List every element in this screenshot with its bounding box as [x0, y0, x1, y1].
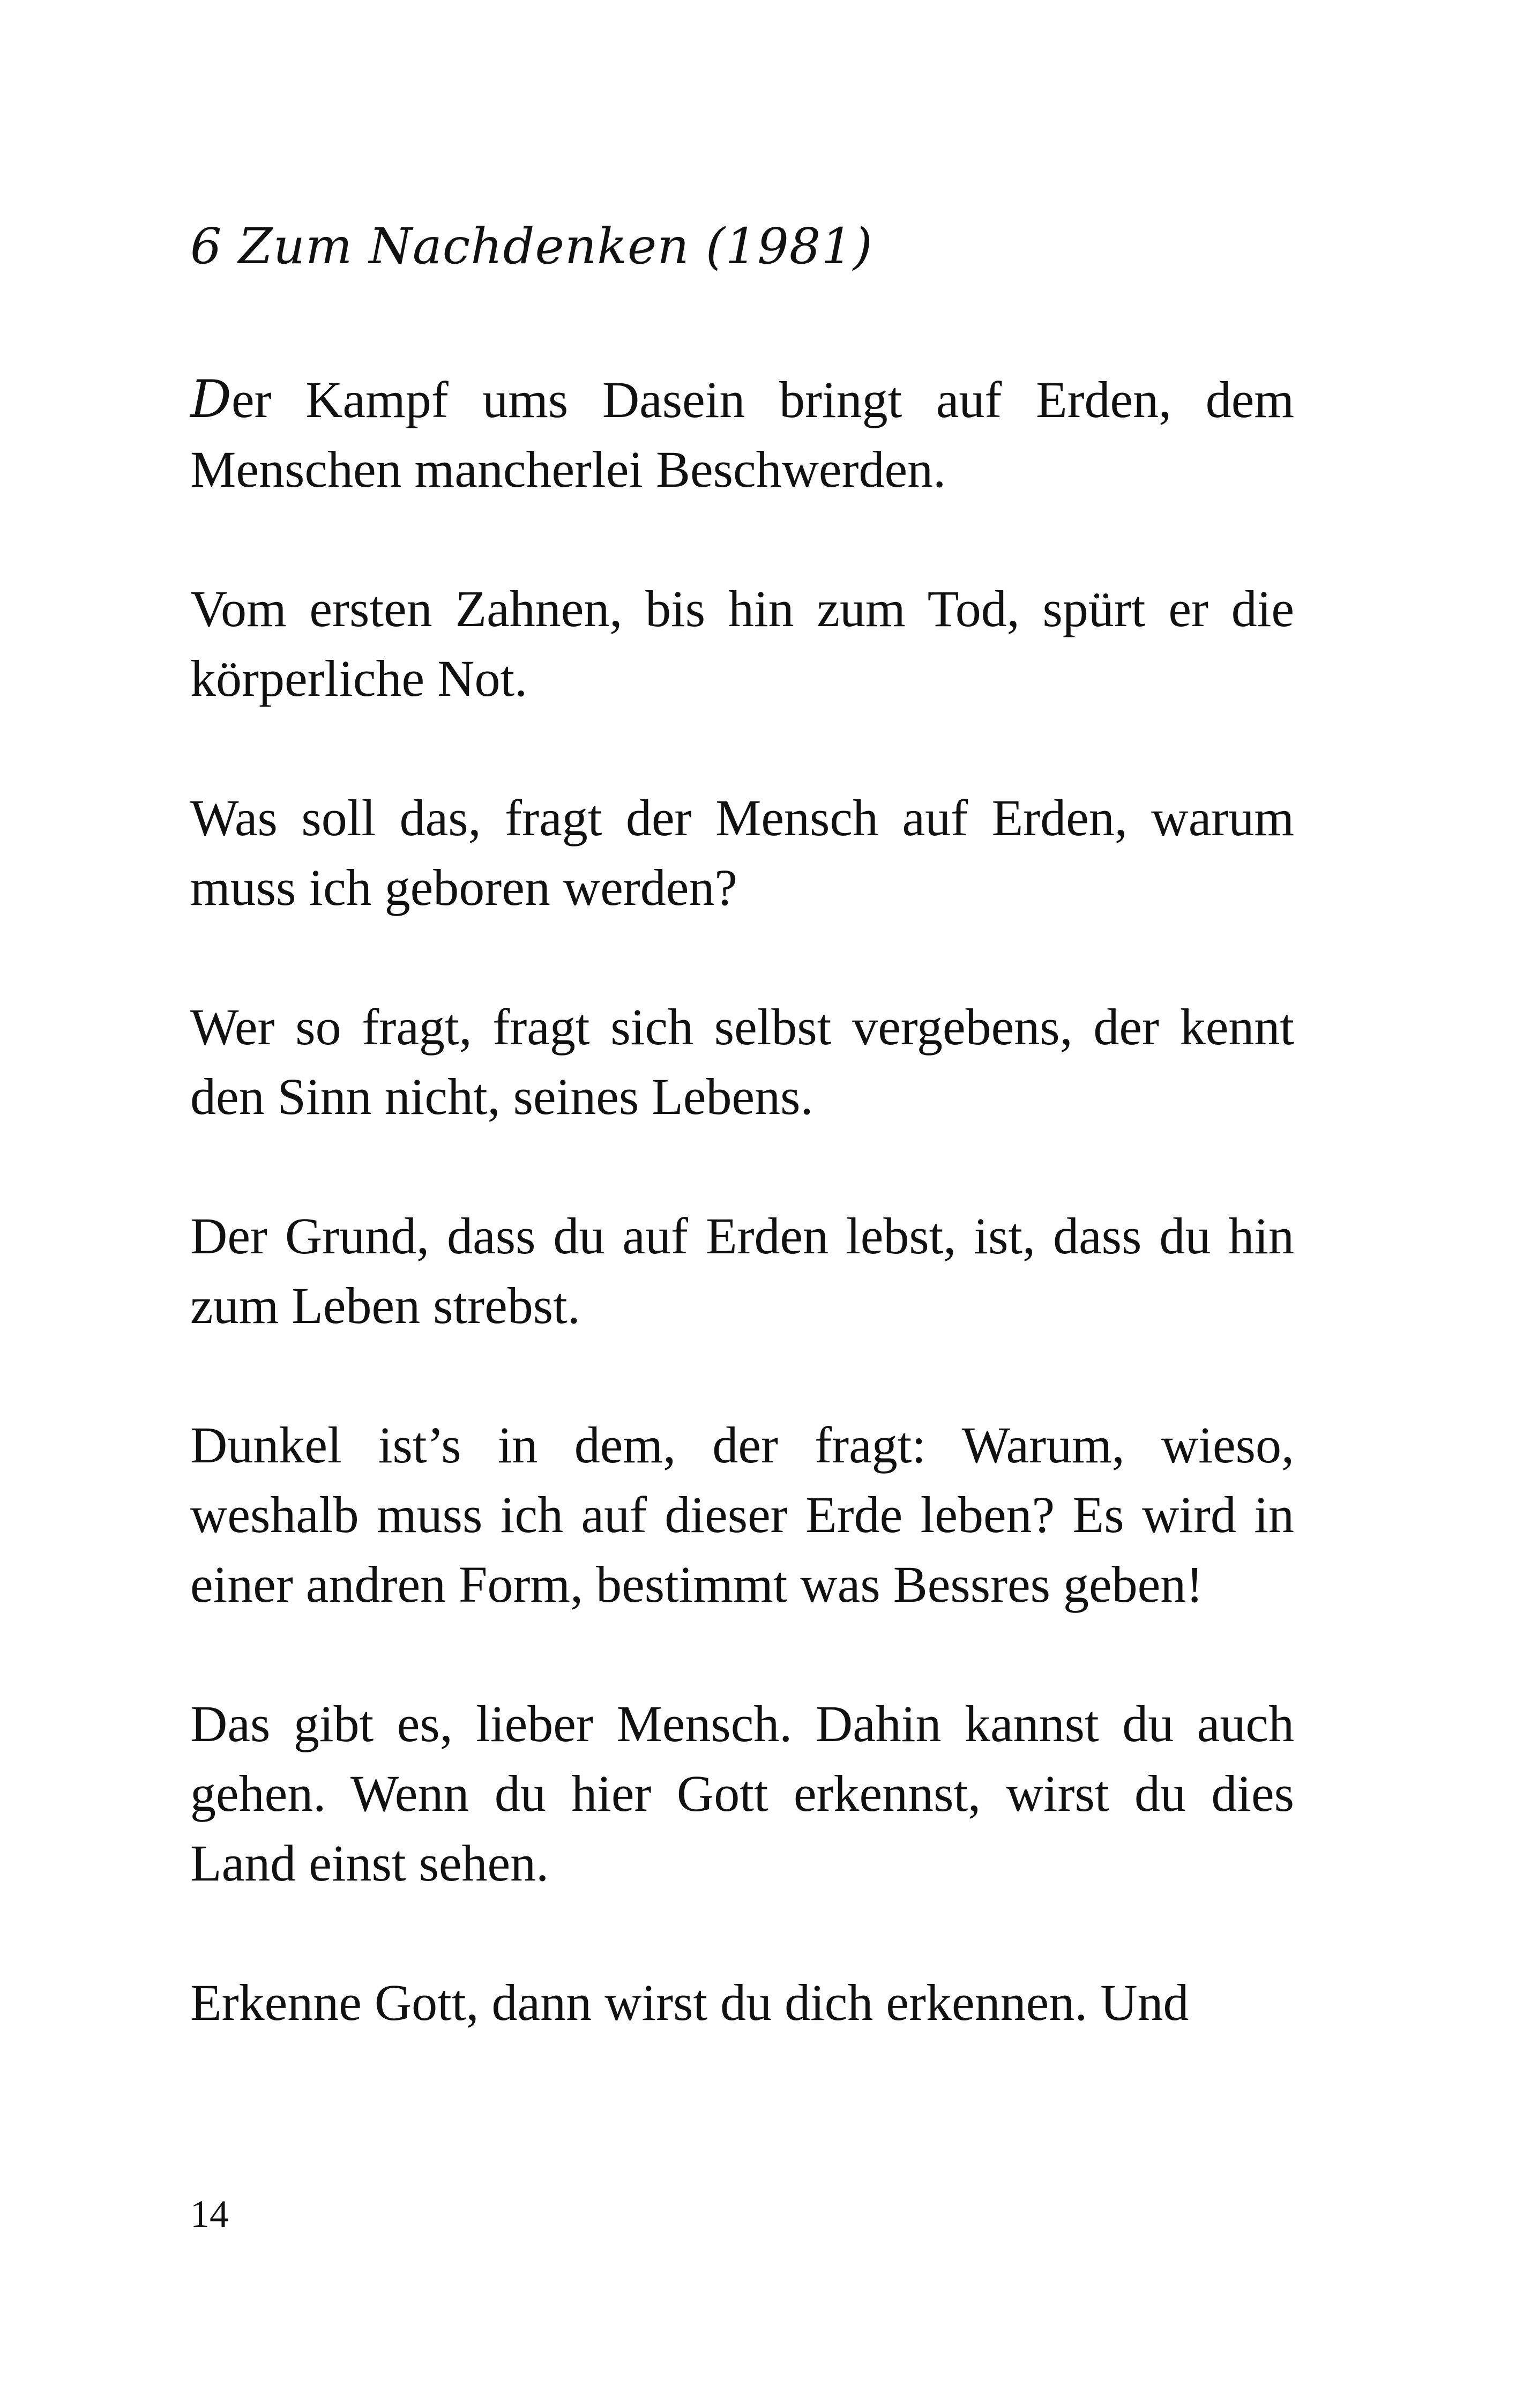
page-number: 14 — [190, 2193, 229, 2235]
initial-letter: D — [190, 369, 232, 429]
paragraph-6 — [190, 1410, 1294, 1619]
paragraph-text: Dunkel ist’s in dem, der fragt: Warum, wieso, weshalb muss ich auf dieser Erde leben? Es wird in einer andren Form, bestimmt was Bessres geben! — [190, 1416, 1294, 1613]
paragraph-4 — [190, 992, 1294, 1132]
paragraph-8 — [190, 1968, 1294, 2038]
paragraph-text: Erkenne Gott, dann wirst du dich erkennen. Und — [190, 1974, 1189, 2031]
paragraph-7 — [190, 1689, 1294, 1898]
paragraph-2 — [190, 574, 1294, 714]
paragraph-3 — [190, 783, 1294, 923]
paragraph-text: Was soll das, fragt der Mensch auf Erden, warum muss ich geboren werden? — [190, 789, 1294, 916]
paragraph-5 — [190, 1201, 1294, 1341]
paragraph-text: Wer so fragt, fragt sich selbst vergebens, der kennt den Sinn nicht, seines Lebens. — [190, 998, 1294, 1125]
paragraph-text: Vom ersten Zahnen, bis hin zum Tod, spürt er die körperliche Not. — [190, 580, 1294, 707]
paragraph-text: er Kampf ums Dasein bringt auf Erden, dem Menschen mancherlei Beschwerden. — [190, 371, 1294, 498]
poem-body — [190, 365, 1294, 2107]
paragraph-text: Das gibt es, lieber Mensch. Dahin kannst du auch gehen. Wenn du hier Gott erkennst, wirst du dies Land einst sehen. — [190, 1695, 1294, 1892]
chapter-heading: 6 Zum Nachdenken (1981) — [190, 218, 873, 275]
paragraph-1 — [190, 365, 1294, 504]
paragraph-text: Der Grund, dass du auf Erden lebst, ist, dass du hin zum Leben strebst. — [190, 1207, 1294, 1334]
